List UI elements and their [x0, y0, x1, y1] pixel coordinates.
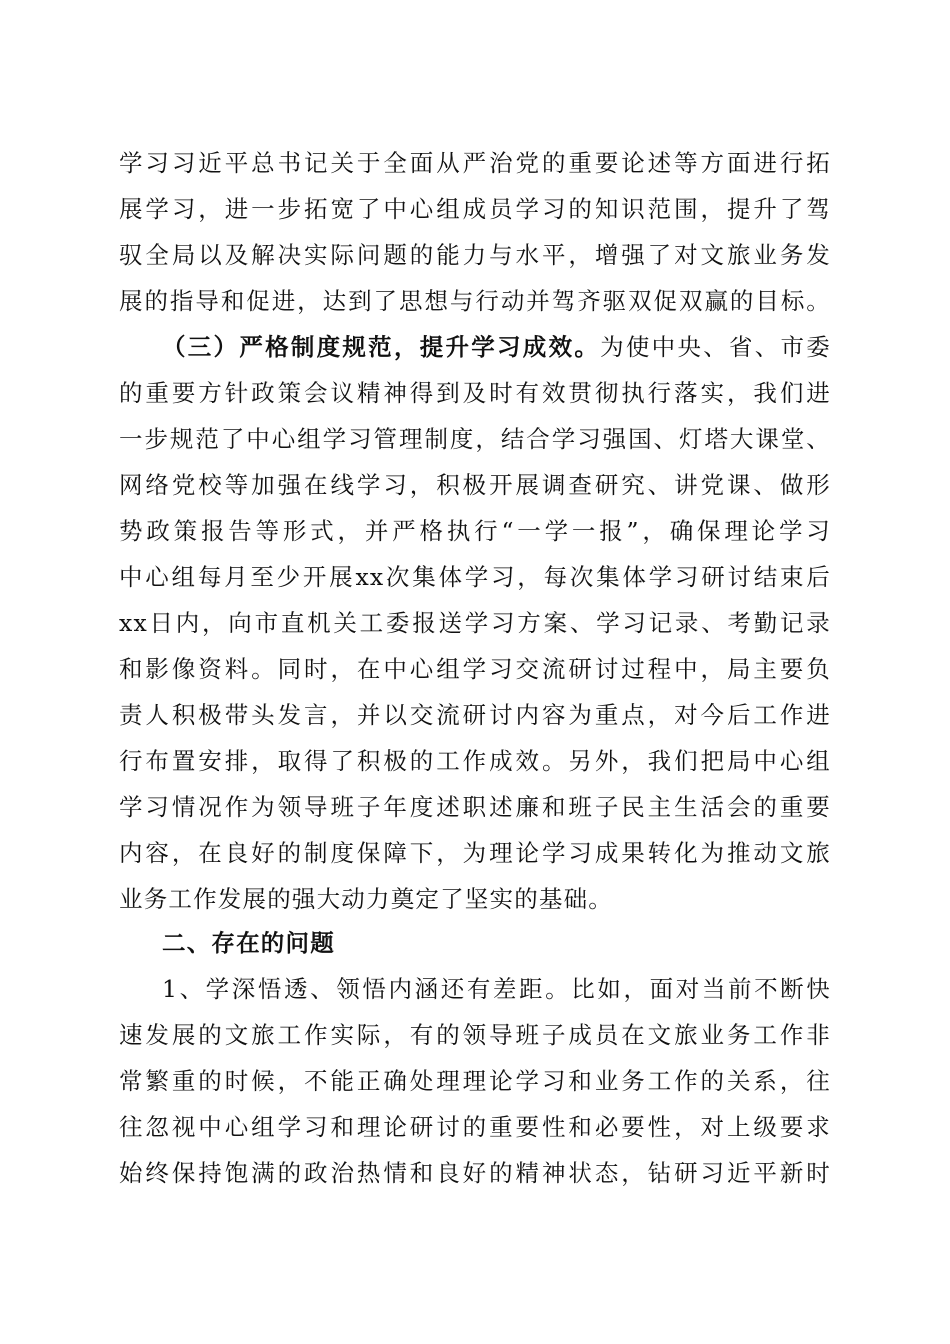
paragraph-line: xx日内，向市直机关工委报送学习方案、学习记录、考勤记录: [119, 609, 831, 637]
paragraph-line: 网络党校等加强在线学习，积极开展调查研究、讲党课、做形: [119, 471, 831, 499]
paragraph-line: 常繁重的时候，不能正确处理理论学习和业务工作的关系，往: [119, 1067, 831, 1095]
paragraph-line: 势政策报告等形式，并严格执行“一学一报”，确保理论学习: [119, 517, 831, 545]
paragraph-line: 展学习，进一步拓宽了中心组成员学习的知识范围，提升了驾: [119, 195, 831, 223]
paragraph-line: 业务工作发展的强大动力奠定了坚实的基础。: [119, 885, 613, 913]
paragraph-line: 责人积极带头发言，并以交流研讨内容为重点，对今后工作进: [119, 701, 831, 729]
paragraph-line: 一步规范了中心组学习管理制度，结合学习强国、灯塔大课堂、: [119, 425, 831, 453]
lead-text: 为使中央、省、市委: [600, 333, 831, 361]
paragraph-lead-line: 1、学深悟透、领悟内涵还有差距。比如，面对当前不断快: [162, 975, 831, 1003]
paragraph-line: 和影像资料。同时，在中心组学习交流研讨过程中，局主要负: [119, 655, 831, 683]
paragraph-line: 速发展的文旅工作实际，有的领导班子成员在文旅业务工作非: [119, 1021, 831, 1049]
paragraph-line: 的重要方针政策会议精神得到及时有效贯彻执行落实，我们进: [119, 379, 831, 407]
paragraph-line: 驭全局以及解决实际问题的能力与水平，增强了对文旅业务发: [119, 241, 831, 269]
paragraph-line: 展的指导和促进，达到了思想与行动并驾齐驱双促双赢的目标。: [119, 287, 831, 315]
paragraph-line: 学习习近平总书记关于全面从严治党的重要论述等方面进行拓: [119, 149, 831, 177]
paragraph-line: 行布置安排，取得了积极的工作成效。另外，我们把局中心组: [119, 747, 831, 775]
section-heading: 二、存在的问题: [162, 929, 335, 957]
paragraph-line: 中心组每月至少开展xx次集体学习，每次集体学习研讨结束后: [119, 563, 831, 591]
paragraph-lead-line: [162, 327, 831, 367]
subheading-bold: （三）严格制度规范，提升学习成效。: [162, 333, 601, 361]
paragraph-line: 始终保持饱满的政治热情和良好的精神状态，钻研习近平新时: [119, 1159, 831, 1187]
paragraph-line: 学习情况作为领导班子年度述职述廉和班子民主生活会的重要: [119, 793, 831, 821]
paragraph-line: 往忽视中心组学习和理论研讨的重要性和必要性，对上级要求: [119, 1113, 831, 1141]
paragraph-line: 内容，在良好的制度保障下，为理论学习成果转化为推动文旅: [119, 839, 831, 867]
